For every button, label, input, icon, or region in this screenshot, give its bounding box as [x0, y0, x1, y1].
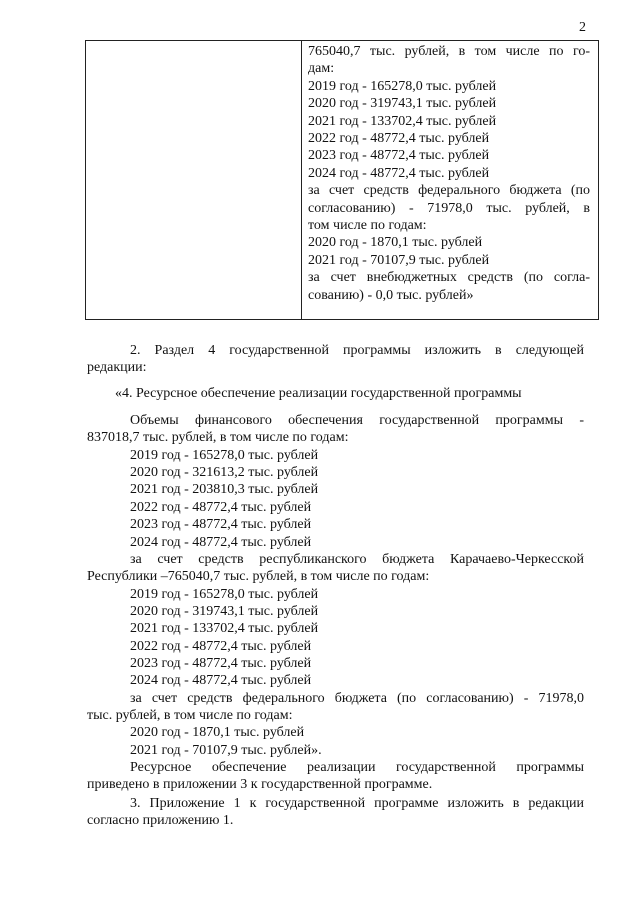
- cell-line: согласованию) - 71978,0 тыс. рублей, в: [308, 200, 590, 216]
- paragraph-line: за счет средств республиканского бюджета Карачаево-Черкесской: [130, 552, 584, 567]
- year-line: 2024 год - 48772,4 тыс. рублей: [130, 535, 312, 550]
- year-line: 2019 год - 165278,0 тыс. рублей: [130, 448, 319, 463]
- year-line: 2021 год - 203810,3 тыс. рублей: [130, 482, 319, 497]
- paragraph-line: приведено в приложении 3 к государственной программе.: [87, 777, 433, 792]
- paragraph-line: согласно приложению 1.: [87, 813, 234, 828]
- year-line: 2020 год - 321613,2 тыс. рублей: [130, 465, 319, 480]
- paragraph-line: Ресурсное обеспечение реализации государственной программы: [130, 760, 584, 775]
- paragraph-line: 3. Приложение 1 к государственной программе изложить в редакции: [130, 796, 584, 811]
- paragraph-line: Республики –765040,7 тыс. рублей, в том числе по годам:: [87, 569, 430, 584]
- cell-line: 2024 год - 48772,4 тыс. рублей: [308, 165, 490, 181]
- paragraph-line: тыс. рублей, в том числе по годам:: [87, 708, 293, 723]
- cell-line: 765040,7 тыс. рублей, в том числе по го-: [308, 44, 590, 59]
- year-line: 2024 год - 48772,4 тыс. рублей: [130, 673, 312, 688]
- page-number: 2: [579, 20, 586, 35]
- cell-line: 2021 год - 133702,4 тыс. рублей: [308, 113, 497, 129]
- cell-line: дам:: [308, 61, 335, 77]
- year-line: 2022 год - 48772,4 тыс. рублей: [130, 639, 312, 654]
- year-line: 2020 год - 1870,1 тыс. рублей: [130, 725, 305, 740]
- year-line: 2020 год - 319743,1 тыс. рублей: [130, 604, 319, 619]
- cell-line: 2019 год - 165278,0 тыс. рублей: [308, 78, 497, 94]
- year-line: 2022 год - 48772,4 тыс. рублей: [130, 500, 312, 515]
- passport-table-fragment: [85, 40, 599, 320]
- paragraph-line: Объемы финансового обеспечения государственной программы -: [130, 413, 584, 428]
- cell-line: 2020 год - 319743,1 тыс. рублей: [308, 96, 497, 112]
- year-line: 2019 год - 165278,0 тыс. рублей: [130, 587, 319, 602]
- cell-line: за счет внебюджетных средств (по согла-: [308, 270, 590, 286]
- cell-line: за счет средств федерального бюджета (по: [308, 183, 590, 199]
- table-right-cell: [308, 43, 590, 304]
- year-line: 2021 год - 133702,4 тыс. рублей: [130, 621, 319, 636]
- year-line: 2023 год - 48772,4 тыс. рублей: [130, 517, 312, 532]
- paragraph-line: редакции:: [87, 360, 147, 375]
- cell-line: 2020 год - 1870,1 тыс. рублей: [308, 235, 483, 251]
- cell-line: 2021 год - 70107,9 тыс. рублей: [308, 252, 490, 268]
- cell-line: 2022 год - 48772,4 тыс. рублей: [308, 131, 490, 147]
- cell-line: том числе по годам:: [308, 218, 427, 234]
- table-column-divider: [301, 41, 302, 319]
- cell-line: 2023 год - 48772,4 тыс. рублей: [308, 148, 490, 164]
- year-line: 2021 год - 70107,9 тыс. рублей».: [130, 743, 322, 758]
- paragraph-line: за счет средств федерального бюджета (по согласованию) - 71978,0: [130, 691, 584, 706]
- paragraph-line: 837018,7 тыс. рублей, в том числе по годам:: [87, 430, 349, 445]
- cell-line: сованию) - 0,0 тыс. рублей»: [308, 287, 474, 303]
- section-heading: «4. Ресурсное обеспечение реализации государственной программы: [115, 386, 522, 401]
- year-line: 2023 год - 48772,4 тыс. рублей: [130, 656, 312, 671]
- paragraph-line: 2. Раздел 4 государственной программы изложить в следующей: [130, 343, 584, 358]
